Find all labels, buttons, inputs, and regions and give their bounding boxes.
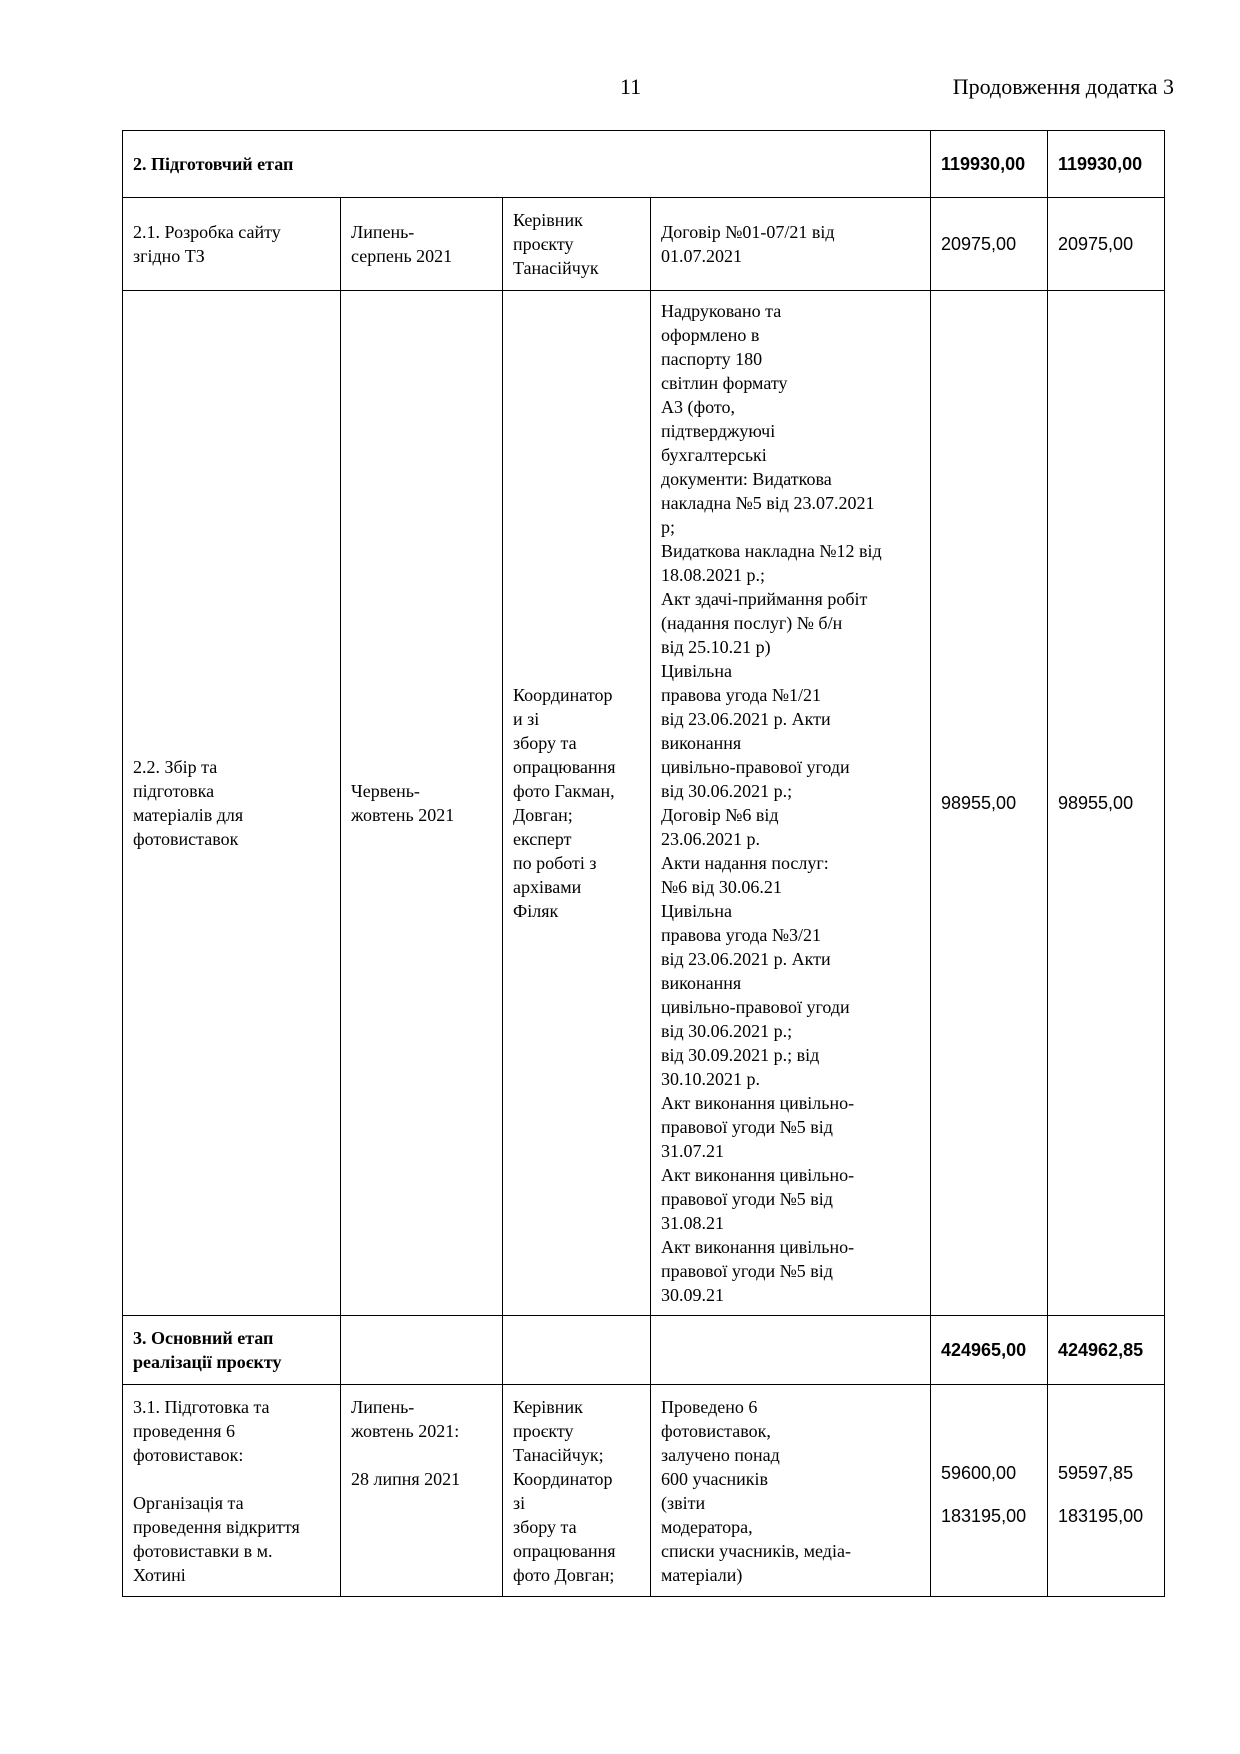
actual-amount: 59597,85 [1058,1463,1134,1483]
responsible-person: Керівник проєкту Танасійчук; Координатор зі збору та опрацювання фото Довган; [503,1385,651,1597]
page-number: 11 [620,74,642,99]
responsible-person: Координатор и зі збору та опрацювання фото Гакман, Довган; експерт по роботі з архівами Філяк [503,291,651,1316]
planned-amount: 20975,00 [931,198,1048,291]
result-documents: Надруковано та оформлено в паспорту 180 світлин формату А3 (фото, підтверджуючі бухгалтерські документи: Видаткова накладна №5 від 23.07.2021 р; Видаткова накладна №12 від 18.08.2021 р.; Акт здачі-приймання робіт (надання послуг) № б/н від 25.10.21 р) Цивільна правова угода №1/21 від 23.06.2021 р. Акти виконання цивільно-правової угоди від 30.06.2021 р.; Договір №6 від 23.06.2021 р. Акти надання послуг: №6 від 30.06.21 Цивільна правова угода №3/21 від 23.06.2021 р. Акти виконання цивільно-правової угоди від 30.06.2021 р.; від 30.09.2021 р.; від 30.10.2021 р. Акт виконання цивільно- правової угоди №5 від 31.07.21 Акт виконання цивільно- правової угоди №5 від 31.08.21 Акт виконання цивільно- правової угоди №5 від 30.09.21 [651,291,931,1316]
activity-period: Червень- жовтень 2021 [341,291,503,1316]
activity-period: Липень- жовтень 2021: 28 липня 2021 [341,1385,503,1597]
continuation-label: Продовження додатка 3 [952,74,1174,99]
section-title: 2. Підготовчий етап [123,131,931,198]
table-row [123,291,1165,1316]
table-row [123,1385,1165,1597]
budget-table [122,130,1165,1597]
planned-amount: 98955,00 [931,291,1048,1316]
activity-name: 2.1. Розробка сайту згідно ТЗ [123,198,341,291]
table-row [123,198,1165,291]
actual-amount: 424962,85 [1048,1316,1165,1385]
planned-amount: 119930,00 [931,131,1048,198]
actual-amount: 20975,00 [1048,198,1165,291]
section-title: 3. Основний етап реалізації проєкту [123,1316,341,1385]
planned-amount: 183195,00 [941,1506,1027,1526]
section-row-3 [123,1316,1165,1385]
planned-amounts [931,1385,1048,1597]
section-row-2 [123,131,1165,198]
planned-amount: 59600,00 [941,1463,1017,1483]
responsible-person: Керівник проєкту Танасійчук [503,198,651,291]
activity-name: 2.2. Збір та підготовка матеріалів для фотовиставок [123,291,341,1316]
activity-period: Липень- серпень 2021 [341,198,503,291]
actual-amounts [1048,1385,1165,1597]
empty-cell [503,1316,651,1385]
actual-amount: 98955,00 [1048,291,1165,1316]
activity-name: 3.1. Підготовка та проведення 6 фотовиставок: Організація та проведення відкриття фотовиставки в м. Хотині [123,1385,341,1597]
result-documents: Договір №01-07/21 від 01.07.2021 [651,198,931,291]
empty-cell [341,1316,503,1385]
empty-cell [651,1316,931,1385]
result-documents: Проведено 6 фотовиставок, залучено понад 600 учасників (звіти модератора, списки учасників, медіа- матеріали) [651,1385,931,1597]
actual-amount: 119930,00 [1048,131,1165,198]
planned-amount: 424965,00 [931,1316,1048,1385]
actual-amount: 183195,00 [1058,1506,1144,1526]
